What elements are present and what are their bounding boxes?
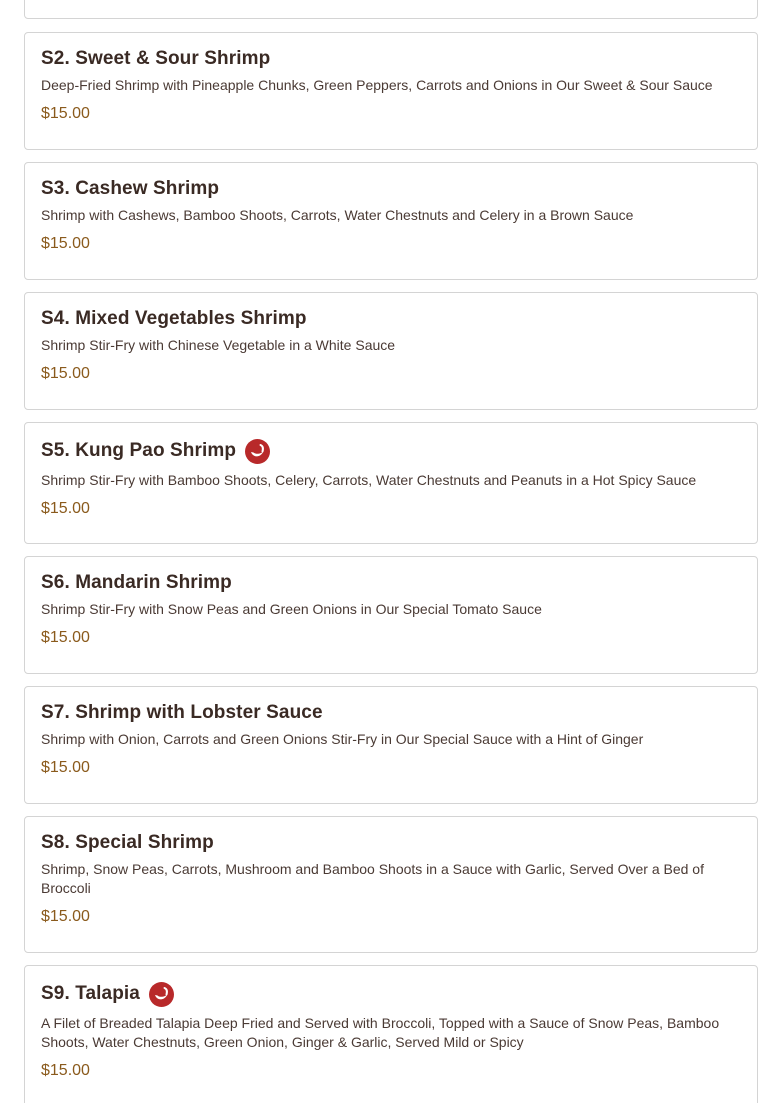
menu-item-description: A Filet of Breaded Talapia Deep Fried and Served with Broccoli, Topped with a Sauce of Snow Peas, Bamboo Shoots, Water Chestnuts, Green Onion, Ginger & Garlic, Served Mild or Spicy <box>41 1015 720 1050</box>
menu-item-card[interactable] <box>24 686 758 804</box>
menu-item-description: Shrimp with Cashews, Bamboo Shoots, Carrots, Water Chestnuts and Celery in a Brown Sauce <box>41 207 634 223</box>
chili-pepper-icon <box>149 982 174 1007</box>
menu-item-price: $15.00 <box>41 629 90 646</box>
menu-item-description: Shrimp Stir-Fry with Chinese Vegetable in a White Sauce <box>41 337 396 353</box>
menu-item-price: $15.00 <box>41 500 90 517</box>
menu-item-card[interactable] <box>24 816 758 953</box>
menu-item-description: Shrimp Stir-Fry with Snow Peas and Green Onions in Our Special Tomato Sauce <box>41 601 542 617</box>
menu-item-card[interactable] <box>24 32 758 150</box>
menu-item-card[interactable] <box>24 422 758 544</box>
menu-item-title: S8. Special Shrimp <box>41 832 214 853</box>
menu-item-price: $15.00 <box>41 759 90 776</box>
menu-item-description: Shrimp with Onion, Carrots and Green Onions Stir-Fry in Our Special Sauce with a Hint of Ginger <box>41 731 644 747</box>
menu-item-price: $15.00 <box>41 105 90 122</box>
menu-item-title: S3. Cashew Shrimp <box>41 178 220 199</box>
menu-item-description: Deep-Fried Shrimp with Pineapple Chunks, Green Peppers, Carrots and Onions in Our Sweet & Sour Sauce <box>41 77 713 93</box>
menu-item-title: S9. Talapia <box>41 983 140 1004</box>
menu-item-card[interactable] <box>24 965 758 1103</box>
menu-item-price: $15.00 <box>41 235 90 252</box>
menu-item-card[interactable] <box>24 0 758 19</box>
menu-item-description: Shrimp Stir-Fry with Bamboo Shoots, Celery, Carrots, Water Chestnuts and Peanuts in a Hot Spicy Sauce <box>41 472 697 488</box>
chili-pepper-icon <box>245 439 270 464</box>
menu-item-card[interactable] <box>24 556 758 674</box>
menu-item-title: S2. Sweet & Sour Shrimp <box>41 48 271 69</box>
menu-item-price: $15.00 <box>41 908 90 925</box>
menu-item-title: S6. Mandarin Shrimp <box>41 572 232 593</box>
menu-item-title: S5. Kung Pao Shrimp <box>41 440 237 461</box>
menu-item-title: S7. Shrimp with Lobster Sauce <box>41 702 323 723</box>
menu-item-title: S4. Mixed Vegetables Shrimp <box>41 308 307 329</box>
menu-item-card[interactable] <box>24 162 758 280</box>
menu-item-card[interactable] <box>24 292 758 410</box>
menu-item-price: $15.00 <box>41 365 90 382</box>
menu-item-price: $15.00 <box>41 1062 90 1079</box>
menu-item-description: Shrimp, Snow Peas, Carrots, Mushroom and Bamboo Shoots in a Sauce with Garlic, Served Over a Bed of Broccoli <box>41 861 704 896</box>
